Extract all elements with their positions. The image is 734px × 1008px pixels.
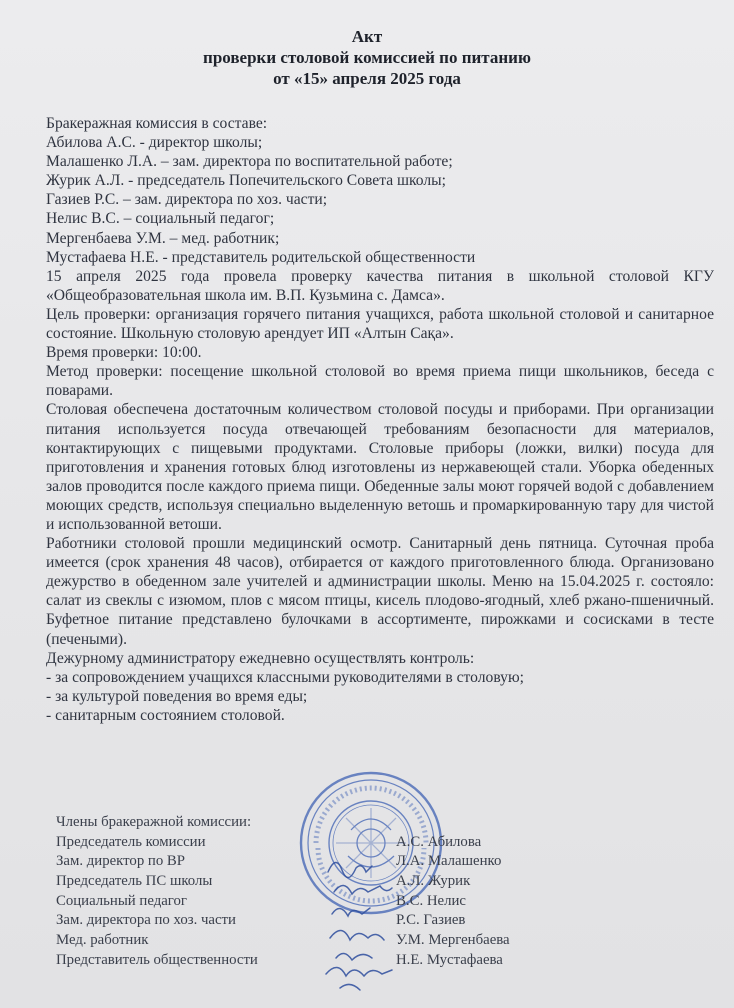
signature-row xyxy=(56,911,576,931)
member-line: Нелис В.С. – социальный педагог; xyxy=(46,210,275,228)
signature-row xyxy=(56,892,576,912)
title-line-2: проверки столовой комиссией по питанию xyxy=(203,48,531,67)
time-paragraph: Время проверки: 10:00. xyxy=(46,344,202,362)
control-item: - за сопровождением учащихся классными руководителями в столовую; xyxy=(46,668,524,686)
signature-row xyxy=(56,852,576,872)
commission-intro: Бракеражная комиссия в составе: xyxy=(46,115,268,132)
member-line: Мустафаева Н.Е. - представитель родительской общественности xyxy=(46,248,476,266)
control-heading: Дежурному администратору ежедневно осуществлять контроль: xyxy=(46,649,475,667)
member-line: Журик А.Л. - председатель Попечительского Совета школы; xyxy=(46,172,446,190)
signer-name: Л.А. Малашенко xyxy=(396,853,502,870)
signer-name: Н.Е. Мустафаева xyxy=(396,951,503,968)
signer-name: У.М. Мергенбаева xyxy=(396,932,510,949)
signer-name: В.С. Нелис xyxy=(396,892,466,909)
inspection-date-paragraph: 15 апреля 2025 года провела проверку качества питания в школьной столовой КГУ «Общеобразовательная школа им. В.П. Кузьмина с. Дамса». xyxy=(46,267,714,304)
staff-menu-paragraph: Работники столовой прошли медицинский осмотр. Санитарный день пятница. Суточная проба имеется (срок хранения 48 часов), отбирается от каждого приготовленного блюда. Организовано дежурство в обеденном зале учителей и администрации школы. Меню на 15.04.2025 г. состояло: салат из свеклы с изюмом, плов с мясом птицы, кисель плодово-ягодный, хлеб ржано-пшеничный. Буфетное питание представлено булочками в ассортименте, пирожками и сосисками в тесте (печеными). xyxy=(46,535,714,648)
signer-role: Представитель общественности xyxy=(56,951,258,968)
signer-role: Председатель комиссии xyxy=(56,833,206,850)
signer-name: А.Л. Журик xyxy=(396,873,471,890)
signer-name: Р.С. Газиев xyxy=(396,912,466,929)
method-paragraph: Метод проверки: посещение школьной столовой во время приема пищи школьников, беседа с поварами. xyxy=(46,363,714,400)
signature-block xyxy=(56,813,576,971)
document-body xyxy=(46,114,714,725)
signature-row xyxy=(56,931,576,951)
signer-role: Мед. работник xyxy=(56,932,149,949)
signer-name: А.С. Абилова xyxy=(396,833,482,850)
control-item: - за культурой поведения во время еды; xyxy=(46,687,308,705)
signature-row xyxy=(56,872,576,892)
signer-role: Председатель ПС школы xyxy=(56,873,213,890)
purpose-paragraph: Цель проверки: организация горячего питания учащихся, работа школьной столовой и санитарное состояние. Школьную столовую арендует ИП «Алтын Сақа». xyxy=(46,305,714,343)
member-line: Абилова А.С. - директор школы; xyxy=(46,134,263,152)
signer-role: Зам. директора по хоз. части xyxy=(56,912,236,929)
document-title xyxy=(0,26,734,89)
member-line: Мергенбаева У.М. – мед. работник; xyxy=(46,229,280,247)
signature-row xyxy=(56,951,576,971)
signature-row xyxy=(56,833,576,853)
findings-paragraph: Столовая обеспечена достаточным количеством столовой посуды и приборами. При организации питания используется посуда отвечающей требованиям безопасности для материалов, контактирующих с пищевыми продуктами. Столовые приборы (ложки, вилки) посуда для приготовления и хранения готовых блюд изготовлены из нержавеющей стали. Уборка обеденных залов проводится после каждого приема пищи. Обеденные залы моют горячей водой с добавлением моющих средств, используя специально выделенную ветошь и промаркированную тару для чистой и использованной ветоши. xyxy=(46,401,714,533)
member-line: Малашенко Л.А. – зам. директора по воспитательной работе; xyxy=(46,153,453,171)
control-item: - санитарным состоянием столовой. xyxy=(46,706,285,724)
title-line-1: Акт xyxy=(351,27,383,46)
signature-heading: Члены бракеражной комиссии: xyxy=(56,814,252,830)
member-line: Газиев Р.С. – зам. директора по хоз. части; xyxy=(46,191,328,209)
title-line-3: от «15» апреля 2025 года xyxy=(273,69,461,88)
signer-role: Зам. директор по ВР xyxy=(56,853,186,870)
signer-role: Социальный педагог xyxy=(56,892,187,909)
